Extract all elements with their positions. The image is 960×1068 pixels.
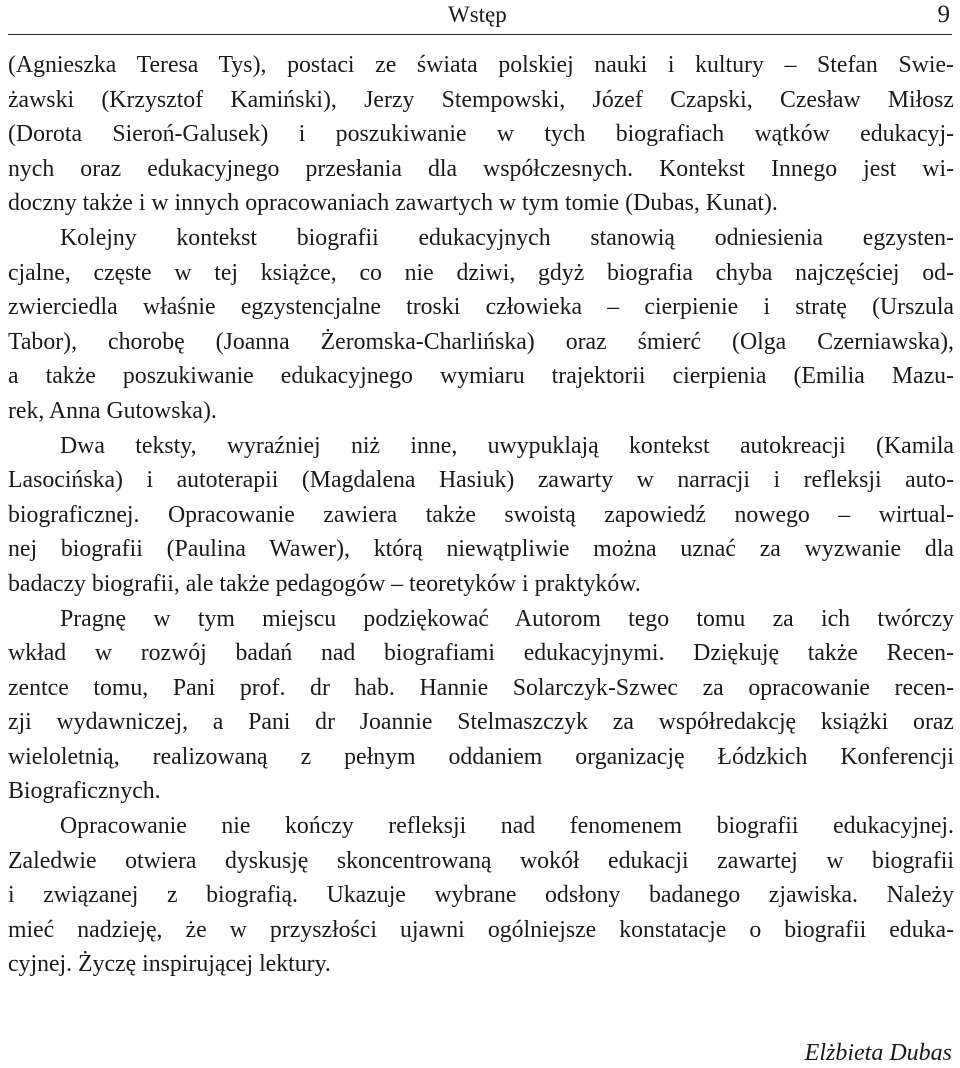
text-line: nej biografii (Paulina Wawer), którą niewątpliwie można uznać za wyzwanie dla xyxy=(8,536,954,563)
text-line: wkład w rozwój badań nad biografiami edukacyjnymi. Dziękuję także Recen- xyxy=(8,640,954,667)
text-line: nych oraz edukacyjnego przesłania dla współczesnych. Kontekst Innego jest wi- xyxy=(8,155,954,182)
text-line: Kolejny kontekst biografii edukacyjnych stanowią odniesienia egzysten- xyxy=(60,224,954,251)
text-line: Tabor), chorobę (Joanna Żeromska-Charlińska) oraz śmierć (Olga Czerniawska), xyxy=(8,328,954,355)
text-line: Opracowanie nie kończy refleksji nad fenomenem biografii edukacyjnej. xyxy=(60,813,954,840)
paragraph xyxy=(8,48,954,221)
text-line: rek, Anna Gutowska). xyxy=(8,397,217,424)
text-line: żawski (Krzysztof Kamiński), Jerzy Stempowski, Józef Czapski, Czesław Miłosz xyxy=(8,86,954,113)
text-line: Zaledwie otwiera dyskusję skoncentrowaną wokół edukacji zawartej w biografii xyxy=(8,847,954,874)
text-line: Pragnę w tym miejscu podziękować Autorom tego tomu za ich twórczy xyxy=(60,605,954,632)
text-line: Lasocińska) i autoterapii (Magdalena Hasiuk) zawarty w narracji i refleksji auto- xyxy=(8,467,954,494)
text-line: Dwa teksty, wyraźniej niż inne, uwypuklają kontekst autokreacji (Kamila xyxy=(60,432,954,459)
paragraph xyxy=(8,809,954,982)
running-head: Wstęp xyxy=(448,2,507,27)
text-line: (Agnieszka Teresa Tys), postaci ze świata polskiej nauki i kultury – Stefan Swie- xyxy=(8,52,954,78)
text-line: doczny także i w innych opracowaniach zawartych w tym tomie (Dubas, Kunat). xyxy=(8,190,778,217)
text-line: (Dorota Sieroń-Galusek) i poszukiwanie w tych biografiach wątków edukacyj- xyxy=(8,121,954,148)
text-line: a także poszukiwanie edukacyjnego wymiaru trajektorii cierpienia (Emilia Mazu- xyxy=(8,363,954,390)
paragraph xyxy=(8,221,954,429)
text-line: Biograficznych. xyxy=(8,778,161,805)
page-number: 9 xyxy=(937,1,950,28)
paragraph xyxy=(8,429,954,602)
text-line: mieć nadzieję, że w przyszłości ujawni ogólniejsze konstatacje o biografii eduka- xyxy=(8,916,954,943)
text-line: zwierciedla właśnie egzystencjalne troski człowieka – cierpienie i stratę (Urszula xyxy=(8,294,954,321)
page-header xyxy=(8,0,952,35)
text-line: cjalne, częste w tej książce, co nie dziwi, gdyż biografia chyba najczęściej od- xyxy=(8,259,954,286)
text-line: zentce tomu, Pani prof. dr hab. Hannie Solarczyk-Szwec za opracowanie recen- xyxy=(8,674,954,701)
text-line: wieloletnią, realizowaną z pełnym oddaniem organizację Łódzkich Konferencji xyxy=(8,743,954,770)
paragraph xyxy=(8,602,954,810)
text-line: i związanej z biografią. Ukazuje wybrane odsłony badanego zjawiska. Należy xyxy=(8,882,954,909)
text-line: badaczy biografii, ale także pedagogów – teoretyków i praktyków. xyxy=(8,570,641,597)
body-text xyxy=(8,48,954,982)
text-line: cyjnej. Życzę inspirującej lektury. xyxy=(8,951,331,978)
text-line: biograficznej. Opracowanie zawiera także swoistą zapowiedź nowego – wirtual- xyxy=(8,501,954,528)
author-signature: Elżbieta Dubas xyxy=(804,1040,952,1066)
text-line: zji wydawniczej, a Pani dr Joannie Stelmaszczyk za współredakcję książki oraz xyxy=(8,709,954,736)
